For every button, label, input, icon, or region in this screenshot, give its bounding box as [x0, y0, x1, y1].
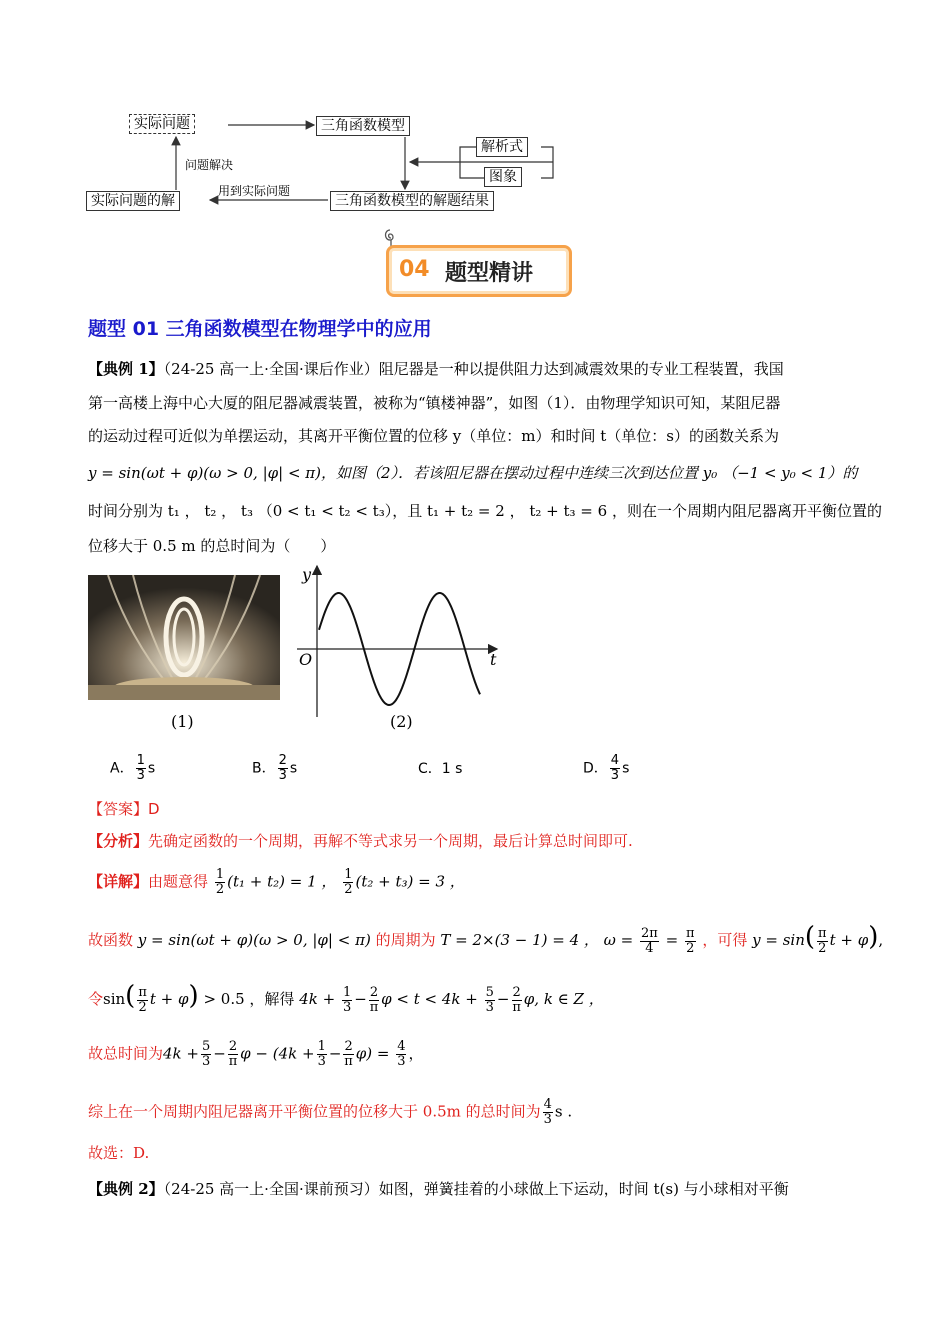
figure2-caption: (2)	[390, 712, 413, 731]
flow-label-solve: 问题解决	[185, 158, 234, 172]
banner-text: 题型精讲	[445, 261, 534, 286]
detail-line2: 故函数 y = sin(ωt + φ)(ω > 0, |φ| < π) 的周期为 T = 2×(3 − 1) = 4 ， ω = $\frac{2\pi}{4}$ = $\frac{\pi}{2}$ ，可得 y = sin( $\frac{\pi}{2}$ t + φ),	[88, 922, 884, 956]
example1-line4: y = sin(ωt + φ)(ω > 0, |φ| < π)，如图（2）．若该阻尼器在摆动过程中连续三次到达位置 y₀ （−1 < y₀ < 1）的	[88, 464, 858, 482]
detail-line3: 令sin( $\frac{\pi}{2}$ t + φ) > 0.5 ，解得 4k + $\frac{1}{3}$ − $\frac{2}{\pi}$ φ < t < 4k + $\frac{5}{3}$ − $\frac{2}{\pi}$ φ, k ∈ Z ，	[88, 981, 604, 1015]
sine-graph	[292, 560, 512, 720]
section-banner	[386, 245, 572, 297]
example1-line3: 的运动过程可近似为单摆运动，其离开平衡位置的位移 y（单位：m）和时间 t（单位：s）的函数关系为	[88, 427, 779, 445]
flow-box-expression: 解析式	[476, 137, 528, 157]
example1-line5: 时间分别为 t₁ ， t₂ ， t₃ （0 < t₁ < t₂ < t₃），且 t₁ + t₂ = 2 ， t₂ + t₃ = 6 ，则在一个周期内阻尼器离开平衡位置的	[88, 502, 882, 520]
detail-line1: 【详解】由题意得 $\frac{1}{2}$ (t₁ + t₂) = 1 ， $\frac{1}{2}$ (t₂ + t₃) = 3 ，	[88, 867, 465, 897]
axis-y-label: y	[302, 565, 312, 584]
figure1-caption: (1)	[171, 712, 194, 731]
banner-number: 04	[399, 257, 430, 282]
flow-box-model-result: 三角函数模型的解题结果	[330, 191, 494, 211]
flow-label-apply: 用到实际问题	[218, 184, 291, 198]
axis-t-label: t	[490, 650, 497, 669]
flow-box-graph: 图象	[484, 167, 522, 187]
example1-line2: 第一高楼上海中心大厦的阻尼器减震装置，被称为“镇楼神器”，如图（1）．由物理学知识可知，某阻尼器	[88, 394, 781, 412]
origin-label: O	[299, 650, 313, 669]
flow-arrows	[0, 0, 950, 230]
example1-tag: 【典例 1】	[88, 360, 164, 378]
option-a[interactable]: A． $\frac{1}{3}$ s	[110, 753, 156, 783]
section-title: 题型 01 三角函数模型在物理学中的应用	[88, 318, 432, 340]
detail-line4: 故总时间为4k + $\frac{5}{3}$ − $\frac{2}{\pi}$ φ − (4k + $\frac{1}{3}$ − $\frac{2}{\pi}$ φ) = $\frac{4}{3}$ ，	[88, 1039, 424, 1069]
flow-box-practical-problem: 实际问题	[129, 114, 195, 134]
example2-line1: 【典例 2】（24-25 高一上·全国·课前预习）如图，弹簧挂着的小球做上下运动，时间 t(s) 与小球相对平衡	[88, 1180, 789, 1198]
detail-line5: 综上在一个周期内阻尼器离开平衡位置的位移大于 0.5m 的总时间为 $\frac{4}{3}$ s .	[88, 1097, 573, 1127]
answer-line: 【答案】D	[88, 800, 160, 818]
example2-tag: 【典例 2】	[88, 1180, 164, 1198]
damper-photo	[88, 575, 280, 700]
analysis-line: 【分析】先确定函数的一个周期，再解不等式求另一个周期，最后计算总时间即可.	[88, 832, 633, 850]
flow-box-trig-model: 三角函数模型	[316, 116, 410, 136]
example1-line6: 位移大于 0.5 m 的总时间为（ ）	[88, 537, 336, 555]
option-d[interactable]: D． $\frac{4}{3}$ s	[583, 753, 630, 783]
option-b[interactable]: B． $\frac{2}{3}$ s	[252, 753, 298, 783]
detail-choose: 故选：D.	[88, 1144, 150, 1162]
flow-box-solution: 实际问题的解	[86, 191, 180, 211]
option-c[interactable]: C．1 s	[418, 761, 463, 777]
example1-line1: 【典例 1】（24-25 高一上·全国·课后作业）阻尼器是一种以提供阻力达到减震效果的专业工程装置，我国	[88, 360, 784, 378]
